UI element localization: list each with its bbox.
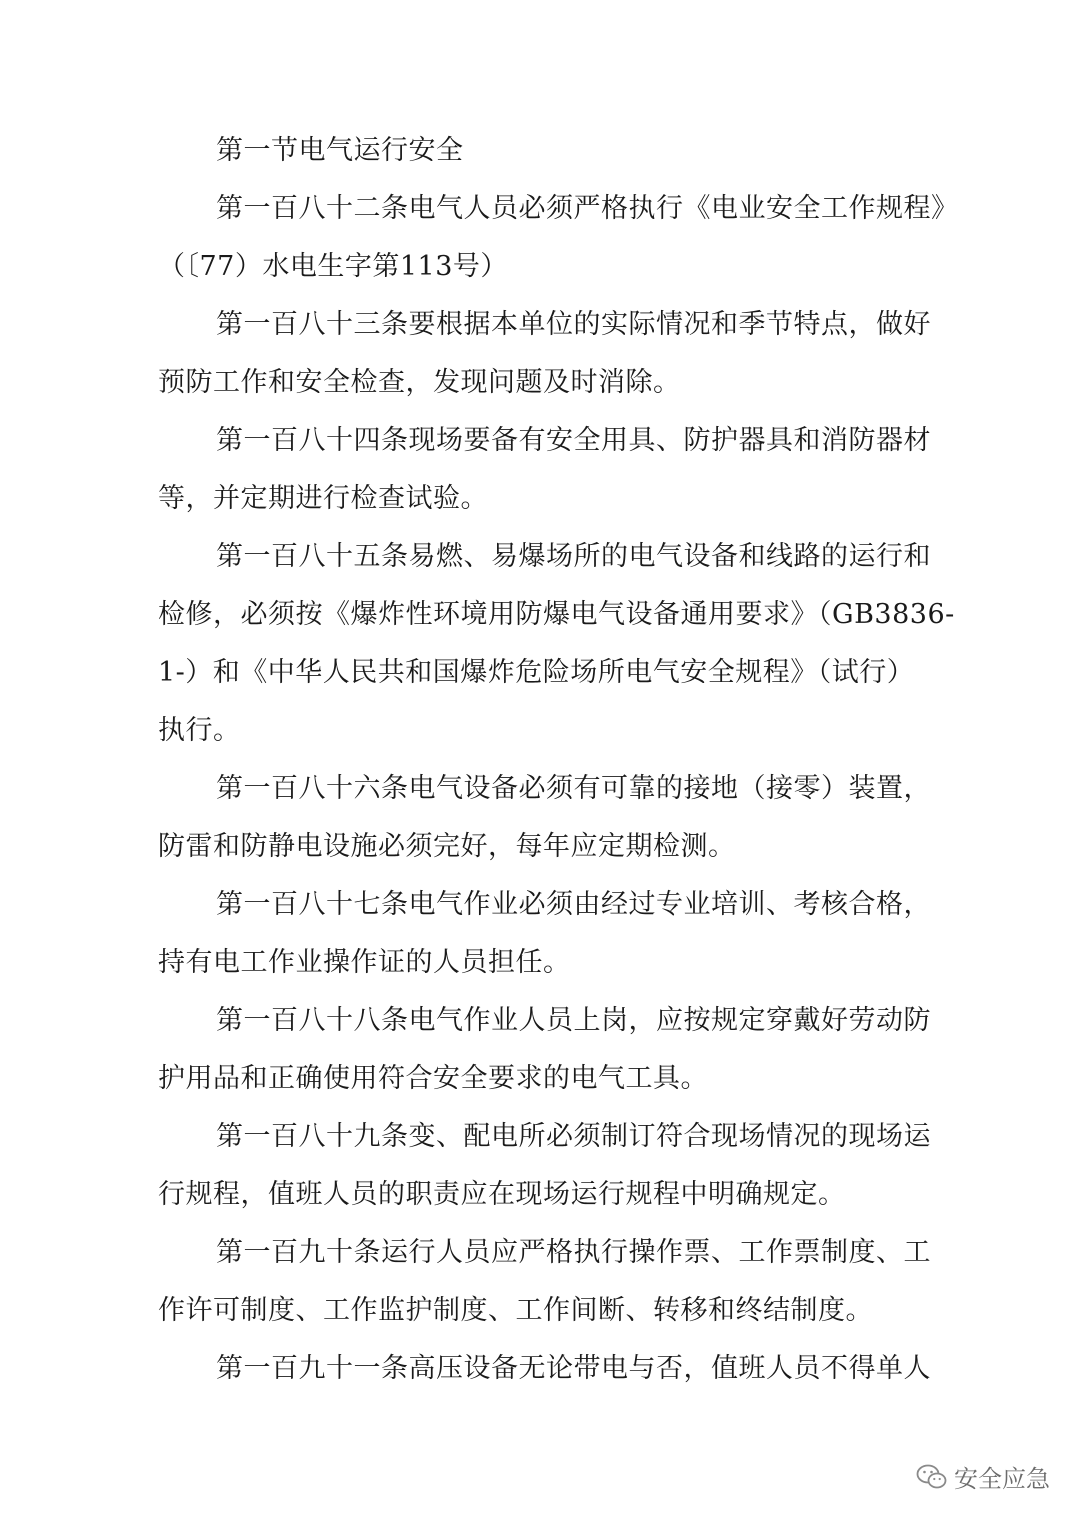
article-182-line-1: 第一百八十二条电气人员必须严格执行《电业安全工作规程》	[216, 193, 959, 224]
watermark-label: 安全应急	[954, 1465, 1050, 1493]
article-182-line-2: （〔77）水电生字第113号）	[158, 251, 508, 282]
article-190-line-1: 第一百九十条运行人员应严格执行操作票、工作票制度、工	[216, 1237, 931, 1268]
article-189-line-2: 行规程，值班人员的职责应在现场运行规程中明确规定。	[158, 1179, 846, 1210]
article-191-line-1: 第一百九十一条高压设备无论带电与否，值班人员不得单人	[216, 1353, 931, 1384]
section-title: 第一节电气运行安全	[216, 135, 464, 166]
article-188-line-2: 护用品和正确使用符合安全要求的电气工具。	[158, 1063, 708, 1094]
article-184-line-2: 等，并定期进行检查试验。	[158, 483, 488, 514]
article-187-line-1: 第一百八十七条电气作业必须由经过专业培训、考核合格，	[216, 889, 931, 920]
article-185-line-3: 1-）和《中华人民共和国爆炸危险场所电气安全规程》（试行）	[158, 657, 915, 688]
wechat-icon	[916, 1464, 948, 1490]
article-183-line-2: 预防工作和安全检查，发现问题及时消除。	[158, 367, 681, 398]
article-186-line-1: 第一百八十六条电气设备必须有可靠的接地（接零）装置，	[216, 773, 931, 804]
article-188-line-1: 第一百八十八条电气作业人员上岗，应按规定穿戴好劳动防	[216, 1005, 931, 1036]
watermark	[916, 1459, 1050, 1494]
document-page	[158, 122, 959, 1398]
article-186-line-2: 防雷和防静电设施必须完好，每年应定期检测。	[158, 831, 736, 862]
article-187-line-2: 持有电工作业操作证的人员担任。	[158, 947, 571, 978]
article-185-line-4: 执行。	[158, 715, 241, 746]
article-190-line-2: 作许可制度、工作监护制度、工作间断、转移和终结制度。	[158, 1295, 873, 1326]
article-184-line-1: 第一百八十四条现场要备有安全用具、防护器具和消防器材	[216, 425, 931, 456]
article-189-line-1: 第一百八十九条变、配电所必须制订符合现场情况的现场运	[216, 1121, 931, 1152]
article-183-line-1: 第一百八十三条要根据本单位的实际情况和季节特点，做好	[216, 309, 931, 340]
article-185-line-1: 第一百八十五条易燃、易爆场所的电气设备和线路的运行和	[216, 541, 931, 572]
article-185-line-2: 检修，必须按《爆炸性环境用防爆电气设备通用要求》（GB3836-	[158, 599, 955, 630]
